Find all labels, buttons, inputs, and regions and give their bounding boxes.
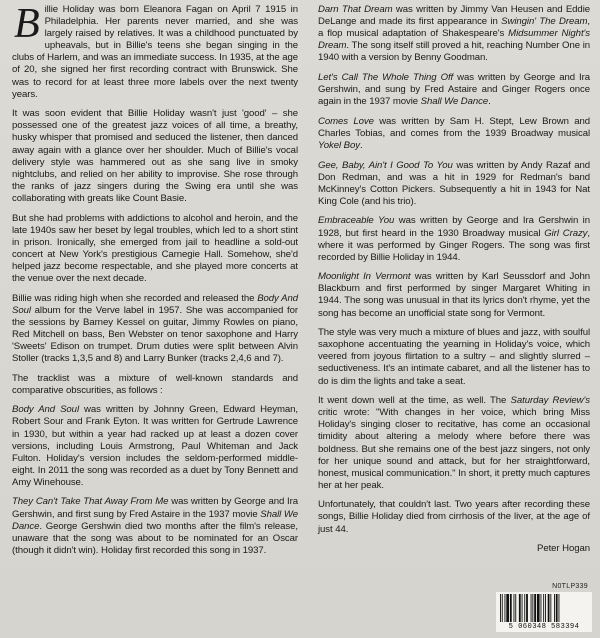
barcode-digits: 5 060348 583394 — [508, 623, 580, 631]
paragraph-review: It went down well at the time, as well. The Saturday Review's critic wrote: "With changes in her voice, which bring Miss Holiday's singing closer to recitative, has come an occasional timidity about altering a melody where before there was boldness. But she remains one of the best jazz singers, not only for her unique sound and attack, but for her straightforward, honest, musical communication." In short, it pretty much captures her at her peak. — [318, 395, 590, 491]
paragraph-tracklist-intro: The tracklist was a mixture of well-known standards and comparative obscurities, as follows : — [12, 372, 298, 396]
paragraph-voice: It was soon evident that Billie Holiday wasn't just 'good' – she possessed one of the greatest jazz voices of all time, a breathy, husky whisper that promised and seduced the listener, then danced away again with a glance over her shoulder. Much of Billie's vocal delivery style was hammered out as she sang live in smoky nightclubs, and relied on her ability to improvise. She rose through the ranks of jazz singers during the Swing era until she was collaborating with greats like Count Basie. — [12, 108, 298, 204]
right-column — [318, 4, 590, 563]
drop-cap: B — [14, 1, 40, 47]
catalog-number: N0TLP339 — [552, 583, 588, 590]
paragraph-intro: Billie Holiday was born Eleanora Fagan on April 7 1915 in Philadelphia. Her parents never married, and she was largely raised by relatives. It was a childhood punctuated by upheavals, but in Billie's teens she began singing in the clubs of Harlem, and was an immediate success. In 1935, at the age of 20, she signed her first recording contract with Brunswick. She was to record for at least three more labels over the next twenty years. — [12, 1, 298, 100]
track-gee-baby: Gee, Baby, Ain't I Good To You was written by Andy Razaf and Don Redman, and was a hit in 1929 for Redman's band McKinney's Cotton Pickers. Subsequently a hit in 1943 for Nat King Cole (and his trio). — [318, 159, 590, 207]
barcode-bars — [500, 594, 588, 622]
track-comes-love: Comes Love was written by Sam H. Stept, Lew Brown and Charles Tobias, and comes from the 1939 Broadway musical Yokel Boy. — [318, 115, 591, 151]
track-body-and-soul: Body And Soul was written by Johnny Green, Edward Heyman, Robert Sour and Frank Eyton. It was written for Gertrude Lawrence in 1930, but within a year had racked up at least a dozen cover versions, including Louis Armstrong, Paul Whiteman and Jack Fulton. Holiday's version includes the seldom-performed middle-eight. In 2011 the song was recorded as a duet by Tony Bennett and Amy Winehouse. — [12, 404, 298, 488]
left-column — [12, 1, 298, 564]
track-embraceable-you: Embraceable You was written by George and Ira Gershwin in 1928, but first heard in the 1930 Broadway musical Girl Crazy, where it was performed by Ginger Rogers. The song was first recorded by Billie Holiday in 1944. — [318, 215, 590, 263]
track-lets-call-the-whole-thing-off: Let's Call The Whole Thing Off was written by George and Ira Gershwin, and sung by Fred Astaire and Ginger Rogers once again in the 1937 movie Shall We Dance. — [318, 71, 590, 108]
paragraph-ending: Unfortunately, that couldn't last. Two years after recording these songs, Billie Holiday died from cirrhosis of the liver, at the age of just 44. — [318, 499, 590, 535]
track-they-cant-take-that: They Can't Take That Away From Me was written by George and Ira Gershwin, and first sung by Fred Astaire in the 1937 movie Shall We Dance. George Gershwin died two months after the film's release, unaware that the song was about to be nominated for an Oscar (though it didn't win). Holiday first recorded this song in 1937. — [12, 496, 298, 556]
author-signature: Peter Hogan — [537, 543, 590, 555]
paragraph-style: The style was very much a mixture of blues and jazz, with soulful saxophone accentuating the yearning in Holiday's voice, which veered from joyous flirtation to a sultry – and slightly slurred – seductiveness. It's an intimate cabaret, and all the listener has to do is dim the lights and take a seat. — [318, 327, 590, 387]
barcode — [496, 592, 592, 632]
track-darn-that-dream: Darn That Dream was written by Jimmy Van Heusen and Eddie DeLange and made its first appearance in Swingin' The Dream, a flop musical adaptation of Shakespeare's Midsummer Night's Dream. The song itself still proved a hit, reaching Number One in 1940 with a version by Benny Goodman. — [318, 4, 590, 64]
paragraph-troubles: But she had problems with addictions to alcohol and heroin, and the late 1940s saw her beset by legal troubles, which led to a short stint in prison. Ironically, she emerged from jail to headline a sold-out concert at New York's prestigious Carnegie Hall. Somehow, she'd helped jazz become respectable, and she played more concerts at the venue over the next decade. — [12, 212, 298, 284]
track-moonlight-in-vermont: Moonlight In Vermont was written by Karl Seussdorf and John Blackburn and first performed by singer Margaret Whiting in 1944. The song was unusual in that its lyrics don't rhyme, yet the song has become an unofficial state song for Vermont. — [318, 271, 590, 319]
paragraph-album: Billie was riding high when she recorded and released the Body And Soul album for the Verve label in 1957. She was accompanied for the sessions by Barney Kessel on guitar, Jimmy Rowles on piano, Red Mitchell on bass, Ben Webster on tenor saxophone and Harry 'Sweets' Edison on trumpet. Drum duties were split between Alvin Stoller (tracks 1,3,5 and 8) and Larry Bunker (tracks 2,4,6 and 7). — [12, 292, 298, 365]
